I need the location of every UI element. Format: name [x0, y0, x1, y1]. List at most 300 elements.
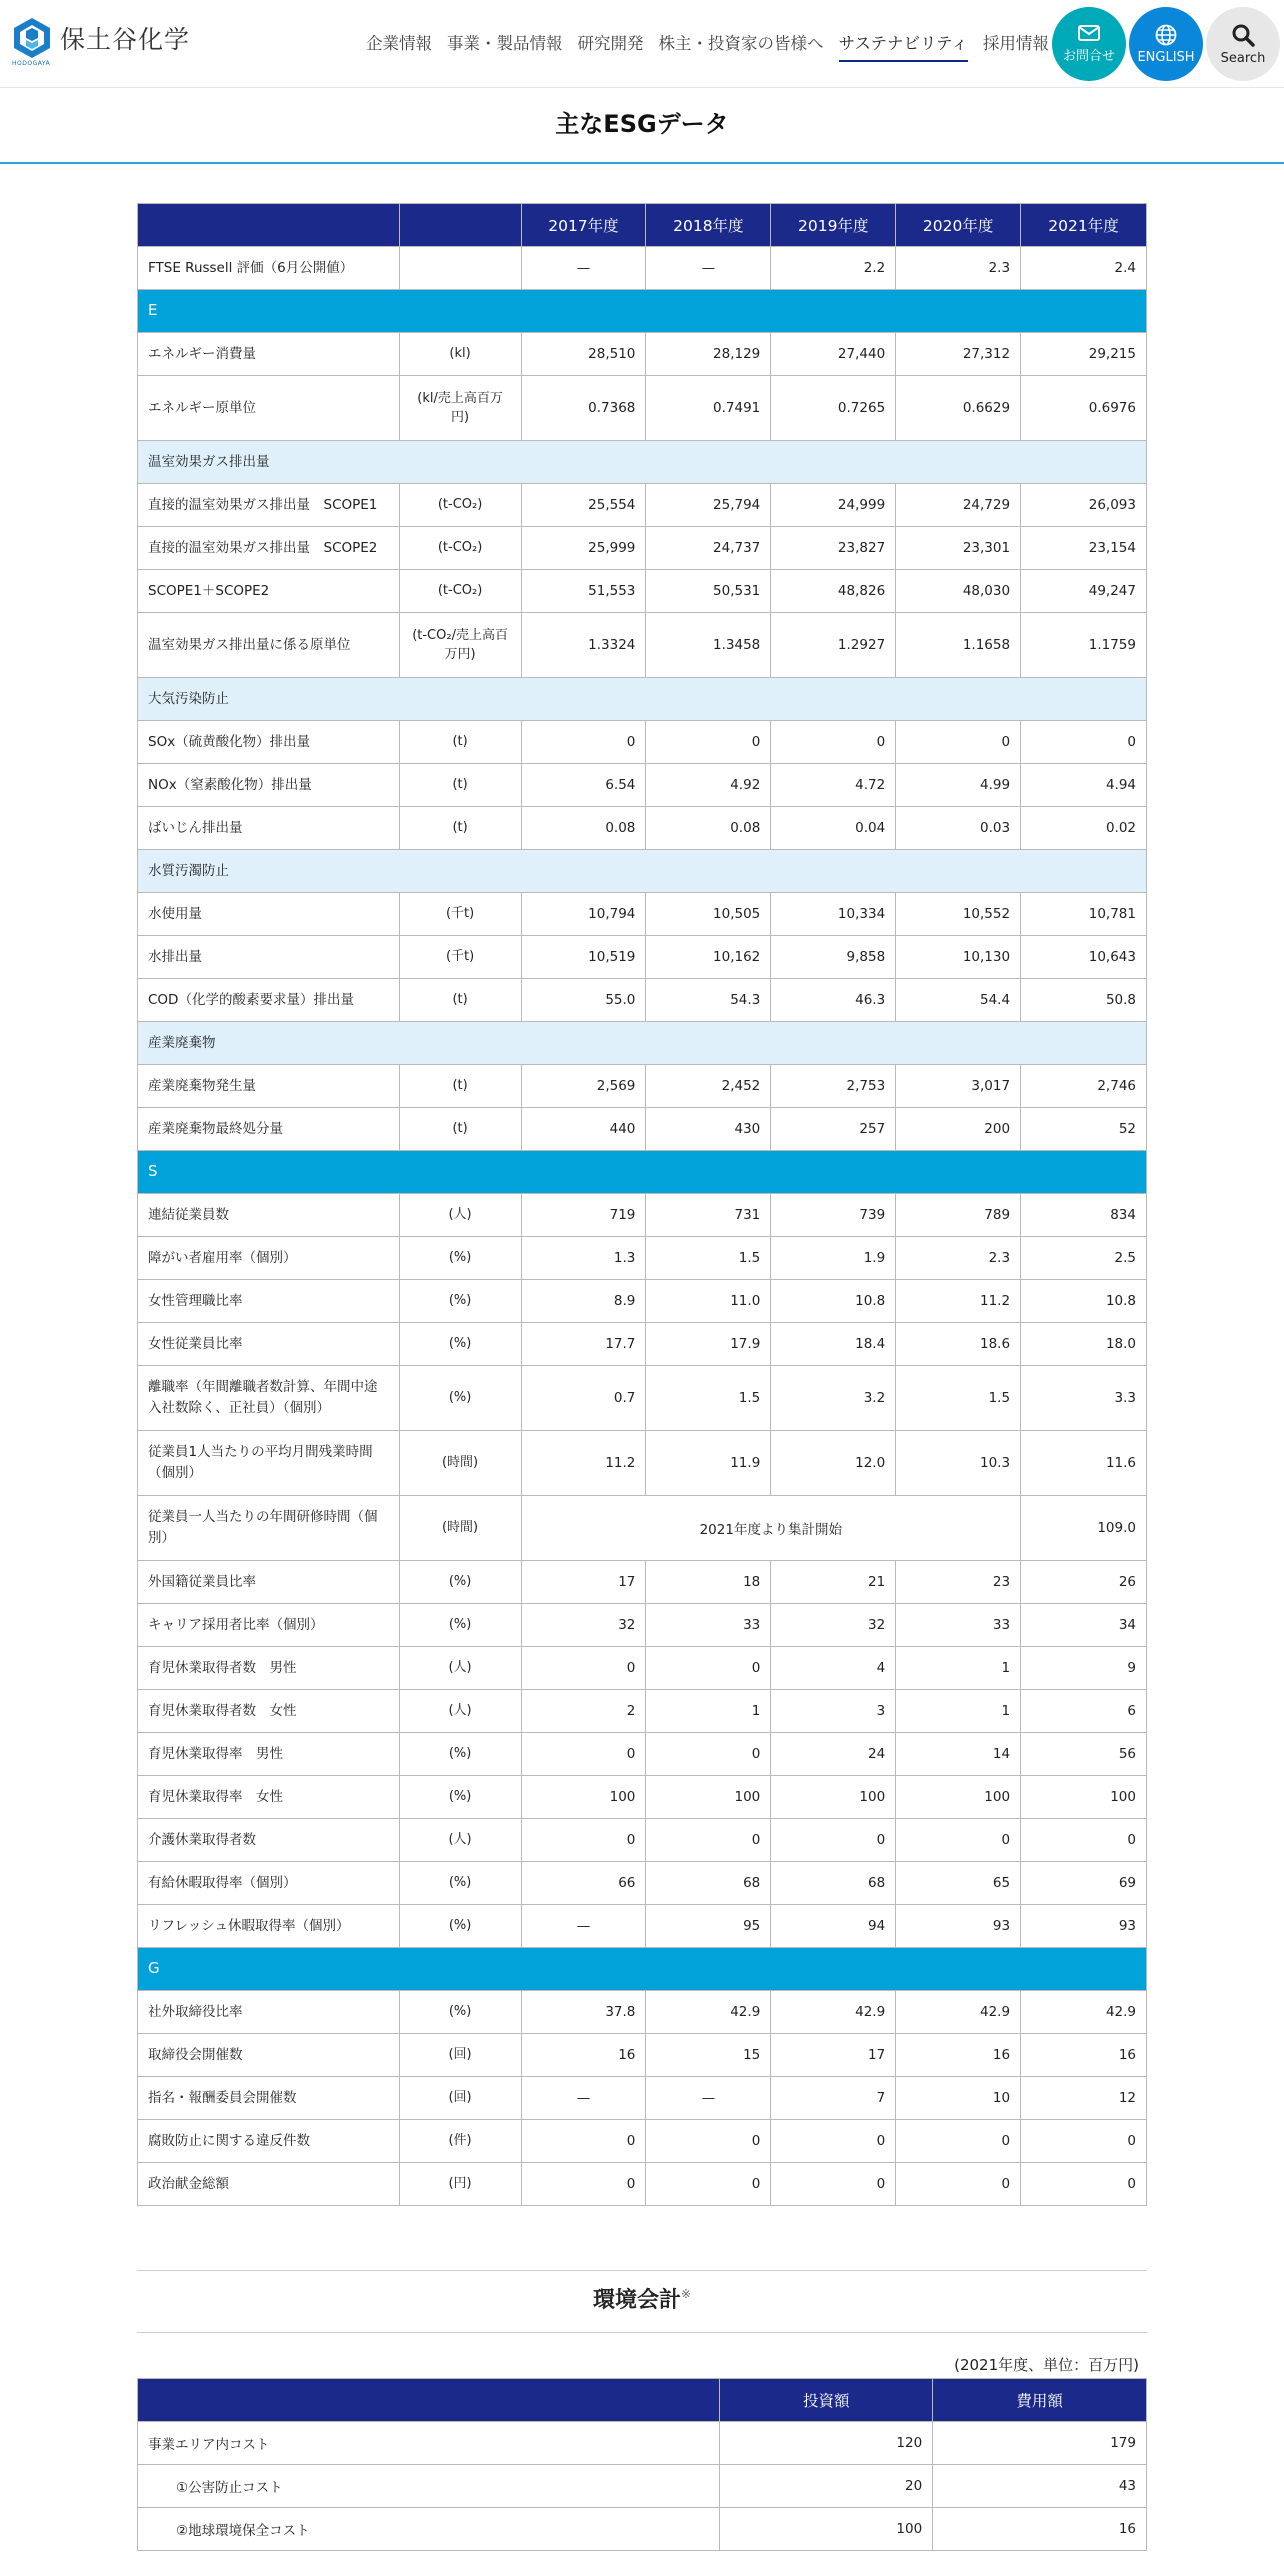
row-label: 水使用量: [138, 893, 400, 936]
value-cell: 1.5: [646, 1237, 771, 1280]
value-cell: 10,781: [1021, 893, 1147, 936]
value-cell: 49,247: [1021, 570, 1147, 613]
value-cell: 3.2: [771, 1366, 896, 1431]
row-label: 介護休業取得者数: [138, 1819, 400, 1862]
value-cell: 1.3458: [646, 613, 771, 678]
value-cell: 0: [1021, 1819, 1147, 1862]
value-cell: 6.54: [521, 764, 646, 807]
table-row: [138, 807, 1147, 850]
value-cell: —: [521, 247, 646, 290]
value-cell: 257: [771, 1108, 896, 1151]
value-cell: 11.0: [646, 1280, 771, 1323]
value-cell: 9: [1021, 1647, 1147, 1690]
value-cell: 24,737: [646, 527, 771, 570]
section-label: S: [138, 1151, 1147, 1194]
value-cell: 1.3: [521, 1237, 646, 1280]
value-cell: 66: [521, 1862, 646, 1905]
row-unit: (t): [399, 979, 521, 1022]
value-cell: 1.5: [896, 1366, 1021, 1431]
value-cell: 50.8: [1021, 979, 1147, 1022]
row-unit: (kl/売上高百万円): [399, 376, 521, 441]
row-label: キャリア採用者比率（個別）: [138, 1604, 400, 1647]
table-row: [138, 247, 1147, 290]
table-row: [138, 721, 1147, 764]
row-unit: (回): [399, 2077, 521, 2120]
value-cell: 20: [720, 2465, 933, 2508]
row-label: 連結従業員数: [138, 1194, 400, 1237]
row-label: 育児休業取得者数 女性: [138, 1690, 400, 1733]
nav-item-1[interactable]: 事業・製品情報: [447, 34, 563, 53]
value-cell: 0: [896, 1819, 1021, 1862]
row-label: エネルギー消費量: [138, 333, 400, 376]
value-cell: 32: [521, 1604, 646, 1647]
value-cell: —: [646, 247, 771, 290]
value-cell: 0: [521, 721, 646, 764]
row-unit: (時間): [399, 1431, 521, 1496]
value-cell: 100: [1021, 1776, 1147, 1819]
subsection-row: [138, 850, 1147, 893]
row-unit: (件): [399, 2120, 521, 2163]
value-cell: 46.3: [771, 979, 896, 1022]
subsection-row: [138, 441, 1147, 484]
value-cell: 27,440: [771, 333, 896, 376]
table-row: [138, 1862, 1147, 1905]
row-unit: (円): [399, 2163, 521, 2206]
row-unit: (t-CO₂): [399, 484, 521, 527]
subsection-label: 産業廃棄物: [138, 1022, 1147, 1065]
subsection-row: [138, 678, 1147, 721]
value-cell: 0.7265: [771, 376, 896, 441]
table-row: [138, 2465, 1147, 2508]
site-logo[interactable]: [10, 16, 191, 67]
value-cell: 0: [646, 2163, 771, 2206]
kaikei-unit-note: (2021年度、単位：百万円): [954, 2356, 1139, 2374]
english-button[interactable]: [1129, 7, 1203, 81]
value-cell: 51,553: [521, 570, 646, 613]
value-cell: 1.1759: [1021, 613, 1147, 678]
row-label: 産業廃棄物発生量: [138, 1065, 400, 1108]
logo-text: 保土谷化学: [60, 25, 191, 54]
value-cell: 4.99: [896, 764, 1021, 807]
value-cell: 68: [646, 1862, 771, 1905]
row-unit: (t): [399, 764, 521, 807]
value-cell: 0: [896, 2120, 1021, 2163]
value-cell: 0.6976: [1021, 376, 1147, 441]
value-cell: 17.7: [521, 1323, 646, 1366]
subsection-row: [138, 1022, 1147, 1065]
subsection-label: 水質汚濁防止: [138, 850, 1147, 893]
value-cell: 179: [933, 2422, 1147, 2465]
value-cell: 2,452: [646, 1065, 771, 1108]
row-label: SCOPE1＋SCOPE2: [138, 570, 400, 613]
value-cell: 3,017: [896, 1065, 1021, 1108]
row-label: 女性従業員比率: [138, 1323, 400, 1366]
value-cell: 1: [896, 1647, 1021, 1690]
value-cell: 0: [646, 2120, 771, 2163]
value-cell: —: [521, 2077, 646, 2120]
value-cell: 14: [896, 1733, 1021, 1776]
row-label: 政治献金総額: [138, 2163, 400, 2206]
value-cell: 1.3324: [521, 613, 646, 678]
row-label: 育児休業取得率 男性: [138, 1733, 400, 1776]
value-cell: 21: [771, 1561, 896, 1604]
value-cell: 17.9: [646, 1323, 771, 1366]
row-label: 育児休業取得者数 男性: [138, 1647, 400, 1690]
row-unit: (時間): [399, 1496, 521, 1561]
value-cell: 0: [646, 1819, 771, 1862]
value-cell: 100: [720, 2508, 933, 2551]
row-unit: (人): [399, 1647, 521, 1690]
row-unit: (%): [399, 1561, 521, 1604]
row-unit: (%): [399, 1776, 521, 1819]
value-cell: 0: [521, 2163, 646, 2206]
row-unit: (%): [399, 1905, 521, 1948]
value-cell: 25,794: [646, 484, 771, 527]
value-cell: 48,030: [896, 570, 1021, 613]
value-cell: 9,858: [771, 936, 896, 979]
page-title: 主なESGデータ: [555, 110, 729, 138]
row-unit: (%): [399, 1991, 521, 2034]
row-label: 社外取締役比率: [138, 1991, 400, 2034]
value-cell: 16: [1021, 2034, 1147, 2077]
row-unit: (%): [399, 1280, 521, 1323]
value-cell: 23,301: [896, 527, 1021, 570]
value-cell: 93: [896, 1905, 1021, 1948]
row-label: COD（化学的酸素要求量）排出量: [138, 979, 400, 1022]
value-cell: 4.94: [1021, 764, 1147, 807]
row-unit: (%): [399, 1323, 521, 1366]
value-cell: 55.0: [521, 979, 646, 1022]
search-label: Search: [1220, 50, 1266, 66]
row-label: 有給休暇取得率（個別）: [138, 1862, 400, 1905]
table-row: [138, 484, 1147, 527]
value-cell: 18.6: [896, 1323, 1021, 1366]
value-cell: 4.92: [646, 764, 771, 807]
value-cell: 1: [896, 1690, 1021, 1733]
logo-sub-text: HODOGAYA: [12, 60, 51, 67]
column-header: 費用額: [933, 2379, 1147, 2422]
table-row: [138, 2034, 1147, 2077]
value-cell: 2: [521, 1690, 646, 1733]
table-row: [138, 527, 1147, 570]
row-label: 従業員1人当たりの平均月間残業時間（個別）: [138, 1431, 400, 1496]
column-header: [399, 204, 521, 247]
value-cell: 0.7: [521, 1366, 646, 1431]
row-unit: (t-CO₂): [399, 570, 521, 613]
value-cell: 430: [646, 1108, 771, 1151]
nav-item-4[interactable]: サステナビリティ: [839, 30, 968, 62]
kaikei-title-text: 環境会計: [592, 2288, 681, 2313]
table-row: [138, 570, 1147, 613]
table-row: [138, 1237, 1147, 1280]
value-cell: 10,519: [521, 936, 646, 979]
value-cell: 1.1658: [896, 613, 1021, 678]
value-cell: 2.5: [1021, 1237, 1147, 1280]
value-cell: 34: [1021, 1604, 1147, 1647]
value-cell: —: [521, 1905, 646, 1948]
row-label: 障がい者雇用率（個別）: [138, 1237, 400, 1280]
value-cell: 2.2: [771, 247, 896, 290]
column-header: 2018年度: [646, 204, 771, 247]
value-cell: 37.8: [521, 1991, 646, 2034]
table-row: [138, 1733, 1147, 1776]
row-label: リフレッシュ休暇取得率（個別）: [138, 1905, 400, 1948]
value-cell: 15: [646, 2034, 771, 2077]
kaikei-header-row: [138, 2379, 1147, 2422]
row-unit: (%): [399, 1237, 521, 1280]
value-cell: 52: [1021, 1108, 1147, 1151]
value-cell: 1.9: [771, 1237, 896, 1280]
value-cell: 2,746: [1021, 1065, 1147, 1108]
value-cell: 100: [521, 1776, 646, 1819]
table-row: [138, 1366, 1147, 1431]
value-cell: 0.7491: [646, 376, 771, 441]
value-cell: 739: [771, 1194, 896, 1237]
value-cell: 10,643: [1021, 936, 1147, 979]
row-unit: (人): [399, 1690, 521, 1733]
table-row: [138, 2163, 1147, 2206]
table-row: [138, 979, 1147, 1022]
row-unit: (t): [399, 1065, 521, 1108]
column-header: 2017年度: [521, 204, 646, 247]
value-cell: 28,129: [646, 333, 771, 376]
value-cell: 16: [933, 2508, 1147, 2551]
table-row: [138, 1776, 1147, 1819]
kaikei-note-mark: ※: [680, 2287, 692, 2301]
value-cell: 54.3: [646, 979, 771, 1022]
row-unit: (kl): [399, 333, 521, 376]
row-label: SOx（硫黄酸化物）排出量: [138, 721, 400, 764]
value-cell: 440: [521, 1108, 646, 1151]
table-row: [138, 1065, 1147, 1108]
value-cell: 54.4: [896, 979, 1021, 1022]
value-cell: 0.6629: [896, 376, 1021, 441]
value-cell: 0.03: [896, 807, 1021, 850]
table-row: [138, 376, 1147, 441]
row-label: ②地球環境保全コスト: [138, 2508, 720, 2551]
table-row: [138, 1280, 1147, 1323]
table-row: [138, 2077, 1147, 2120]
value-cell: 10: [896, 2077, 1021, 2120]
value-cell: 32: [771, 1604, 896, 1647]
row-label: 取締役会開催数: [138, 2034, 400, 2077]
search-icon: [1231, 23, 1255, 47]
value-cell: 0: [521, 2120, 646, 2163]
nav-item-3[interactable]: 株主・投資家の皆様へ: [658, 34, 824, 53]
value-cell: 109.0: [1021, 1496, 1147, 1561]
value-cell: 0: [771, 1819, 896, 1862]
value-cell: 0.08: [646, 807, 771, 850]
value-cell: 24,999: [771, 484, 896, 527]
value-cell: 23,154: [1021, 527, 1147, 570]
value-cell: 0: [646, 1647, 771, 1690]
value-cell: 0: [896, 721, 1021, 764]
value-cell: 2.3: [896, 1237, 1021, 1280]
value-cell: 0: [1021, 2163, 1147, 2206]
value-cell: 42.9: [896, 1991, 1021, 2034]
table-row: [138, 1323, 1147, 1366]
esg-header-row: [138, 204, 1147, 247]
value-cell: 0.08: [521, 807, 646, 850]
column-header: 投資額: [720, 2379, 933, 2422]
value-cell: 48,826: [771, 570, 896, 613]
row-unit: [399, 247, 521, 290]
row-label: 指名・報酬委員会開催数: [138, 2077, 400, 2120]
value-cell: 43: [933, 2465, 1147, 2508]
row-label: ばいじん排出量: [138, 807, 400, 850]
table-row: [138, 1647, 1147, 1690]
value-cell: 10,552: [896, 893, 1021, 936]
value-cell: 0: [521, 1819, 646, 1862]
value-cell: 16: [521, 2034, 646, 2077]
value-cell: 10,505: [646, 893, 771, 936]
search-button[interactable]: [1206, 7, 1280, 81]
value-cell: 1.5: [646, 1366, 771, 1431]
table-row: [138, 333, 1147, 376]
span-note: 2021年度より集計開始: [521, 1496, 1021, 1561]
value-cell: 3.3: [1021, 1366, 1147, 1431]
row-label: エネルギー原単位: [138, 376, 400, 441]
section-label: E: [138, 290, 1147, 333]
subsection-label: 温室効果ガス排出量: [138, 441, 1147, 484]
value-cell: 23: [896, 1561, 1021, 1604]
value-cell: 7: [771, 2077, 896, 2120]
value-cell: 0.02: [1021, 807, 1147, 850]
value-cell: 18: [646, 1561, 771, 1604]
value-cell: 0: [646, 1733, 771, 1776]
row-unit: (千t): [399, 936, 521, 979]
table-row: [138, 2422, 1147, 2465]
value-cell: 50,531: [646, 570, 771, 613]
value-cell: 0: [521, 1647, 646, 1690]
value-cell: 0: [521, 1733, 646, 1776]
nav-item-5[interactable]: 採用情報: [982, 34, 1049, 53]
nav-item-0[interactable]: 企業情報: [366, 34, 432, 53]
row-unit: (t-CO₂/売上高百万円): [399, 613, 521, 678]
row-label: 育児休業取得率 女性: [138, 1776, 400, 1819]
value-cell: 17: [521, 1561, 646, 1604]
value-cell: 10.8: [1021, 1280, 1147, 1323]
value-cell: 29,215: [1021, 333, 1147, 376]
site-header: [0, 0, 1284, 88]
global-nav: [366, 30, 1064, 62]
value-cell: 2.3: [896, 247, 1021, 290]
section-row: [138, 1151, 1147, 1194]
value-cell: 6: [1021, 1690, 1147, 1733]
value-cell: 8.9: [521, 1280, 646, 1323]
value-cell: 0: [646, 721, 771, 764]
value-cell: 120: [720, 2422, 933, 2465]
row-unit: (%): [399, 1366, 521, 1431]
value-cell: 26: [1021, 1561, 1147, 1604]
row-unit: (t-CO₂): [399, 527, 521, 570]
value-cell: 95: [646, 1905, 771, 1948]
row-label: 従業員一人当たりの年間研修時間（個別）: [138, 1496, 400, 1561]
value-cell: 26,093: [1021, 484, 1147, 527]
column-header: 2020年度: [896, 204, 1021, 247]
value-cell: 93: [1021, 1905, 1147, 1948]
nav-item-2[interactable]: 研究開発: [577, 34, 644, 53]
table-row: [138, 1561, 1147, 1604]
value-cell: 10,162: [646, 936, 771, 979]
value-cell: 16: [896, 2034, 1021, 2077]
value-cell: 0.7368: [521, 376, 646, 441]
value-cell: —: [646, 2077, 771, 2120]
row-unit: (t): [399, 721, 521, 764]
section-label: G: [138, 1948, 1147, 1991]
table-row: [138, 1496, 1147, 1561]
value-cell: 18.0: [1021, 1323, 1147, 1366]
value-cell: 0.04: [771, 807, 896, 850]
table-row: [138, 1108, 1147, 1151]
value-cell: 56: [1021, 1733, 1147, 1776]
value-cell: 719: [521, 1194, 646, 1237]
row-unit: (人): [399, 1194, 521, 1237]
table-row: [138, 1690, 1147, 1733]
row-label: 直接的温室効果ガス排出量 SCOPE2: [138, 527, 400, 570]
mail-icon: [1078, 25, 1100, 41]
value-cell: 27,312: [896, 333, 1021, 376]
table-row: [138, 936, 1147, 979]
value-cell: 0: [1021, 2120, 1147, 2163]
value-cell: 28,510: [521, 333, 646, 376]
value-cell: 731: [646, 1194, 771, 1237]
value-cell: 834: [1021, 1194, 1147, 1237]
row-unit: (%): [399, 1604, 521, 1647]
row-label: 温室効果ガス排出量に係る原単位: [138, 613, 400, 678]
value-cell: 24,729: [896, 484, 1021, 527]
row-label: 直接的温室効果ガス排出量 SCOPE1: [138, 484, 400, 527]
section-row: [138, 1948, 1147, 1991]
table-row: [138, 1991, 1147, 2034]
value-cell: 0: [896, 2163, 1021, 2206]
value-cell: 25,554: [521, 484, 646, 527]
page-title-bar: [0, 88, 1284, 164]
kaikei-title: [137, 2270, 1147, 2332]
contact-button[interactable]: [1052, 7, 1126, 81]
value-cell: 10.3: [896, 1431, 1021, 1496]
value-cell: 68: [771, 1862, 896, 1905]
row-label: ①公害防止コスト: [138, 2465, 720, 2508]
value-cell: 17: [771, 2034, 896, 2077]
value-cell: 42.9: [1021, 1991, 1147, 2034]
row-unit: (回): [399, 2034, 521, 2077]
value-cell: 0: [771, 2163, 896, 2206]
english-label: ENGLISH: [1137, 49, 1195, 65]
value-cell: 789: [896, 1194, 1021, 1237]
row-unit: (千t): [399, 893, 521, 936]
row-label: 水排出量: [138, 936, 400, 979]
value-cell: 11.2: [896, 1280, 1021, 1323]
row-label: 離職率（年間離職者数計算、年間中途入社数除く、正社員）（個別）: [138, 1366, 400, 1431]
globe-icon: [1155, 24, 1177, 46]
value-cell: 42.9: [771, 1991, 896, 2034]
row-label: 外国籍従業員比率: [138, 1561, 400, 1604]
value-cell: 65: [896, 1862, 1021, 1905]
value-cell: 3: [771, 1690, 896, 1733]
row-label: 事業エリア内コスト: [138, 2422, 720, 2465]
value-cell: 1: [646, 1690, 771, 1733]
table-row: [138, 1604, 1147, 1647]
row-label: 腐敗防止に関する違反件数: [138, 2120, 400, 2163]
value-cell: 42.9: [646, 1991, 771, 2034]
value-cell: 11.9: [646, 1431, 771, 1496]
contact-label: お問合せ: [1062, 48, 1115, 64]
row-unit: (t): [399, 1108, 521, 1151]
value-cell: 0: [771, 721, 896, 764]
row-label: 産業廃棄物最終処分量: [138, 1108, 400, 1151]
value-cell: 18.4: [771, 1323, 896, 1366]
